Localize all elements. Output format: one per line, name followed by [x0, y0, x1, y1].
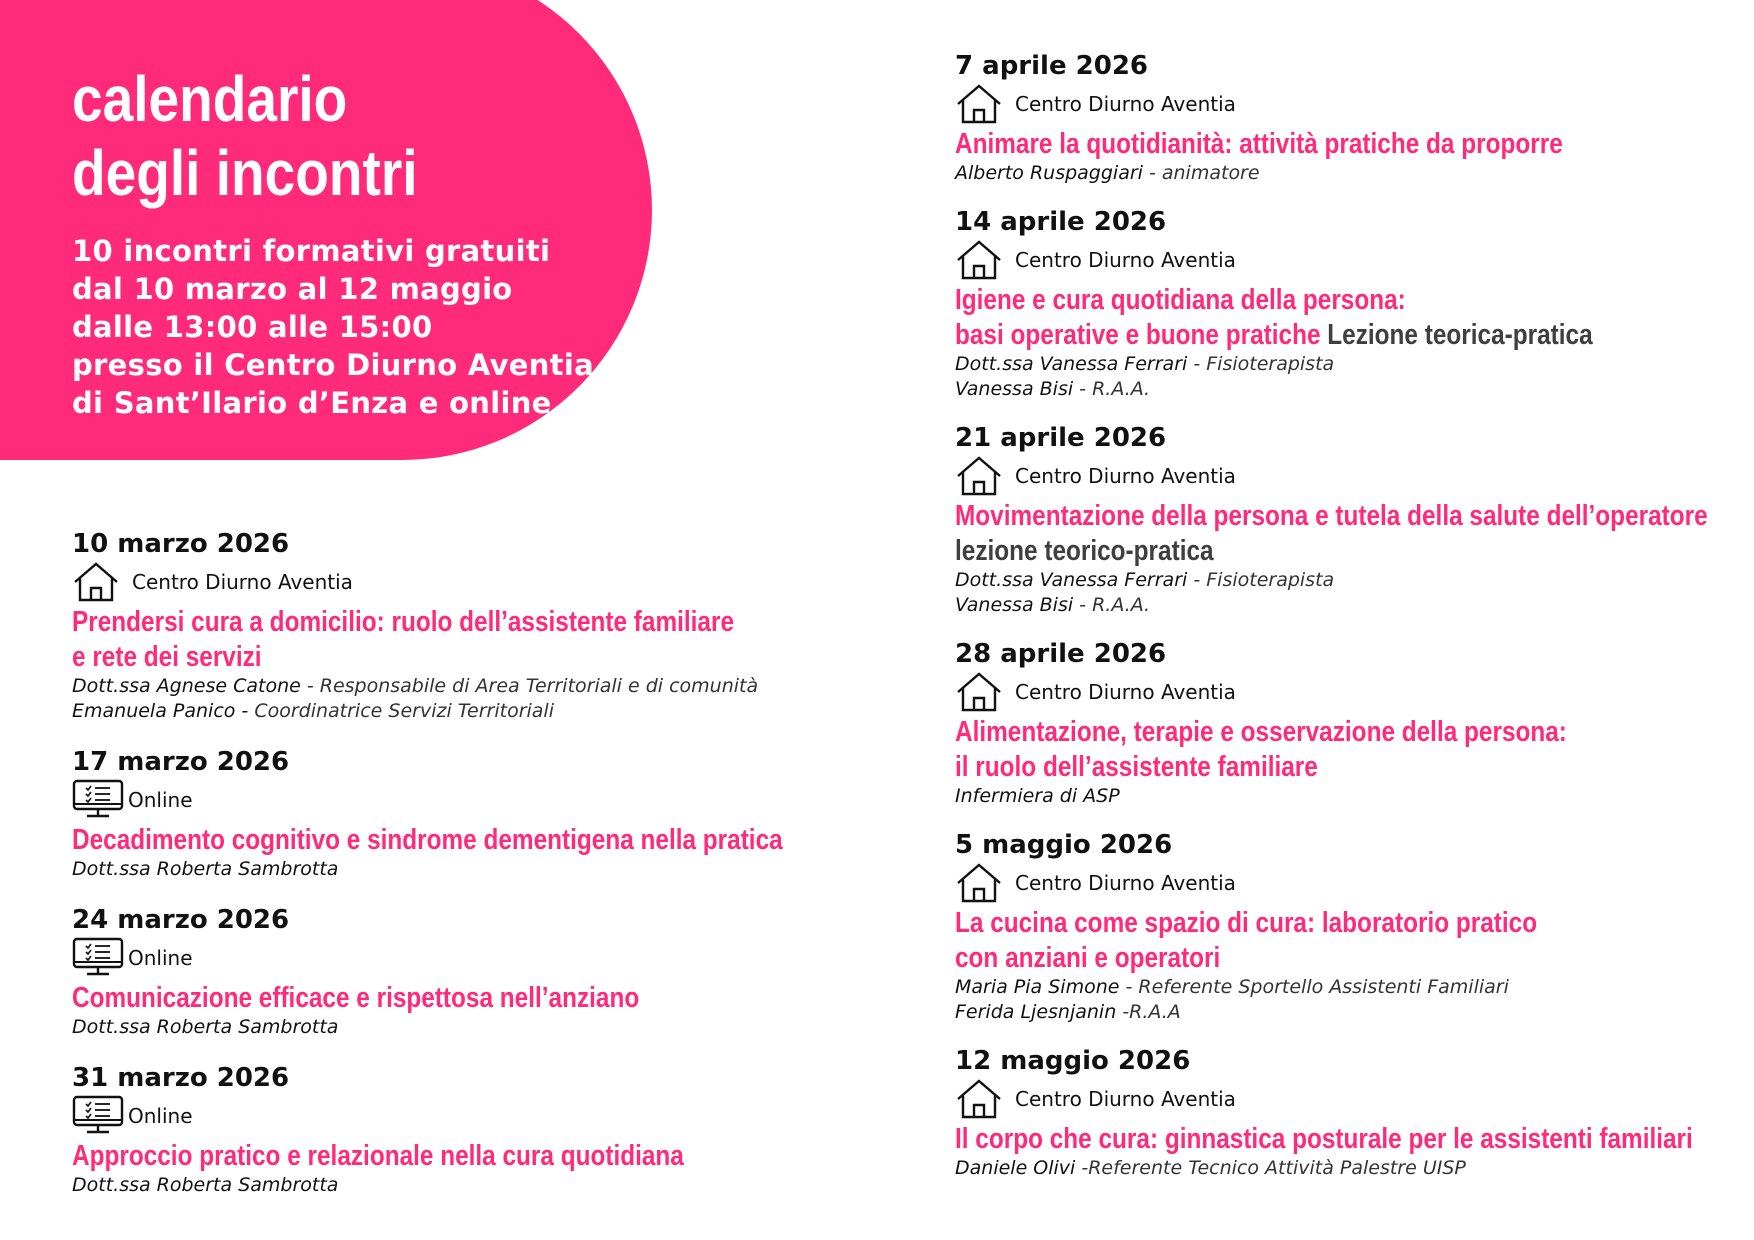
speaker-name: Dott.ssa Roberta Sambrotta [72, 1174, 339, 1196]
speaker-name: Vanessa Bisi [955, 378, 1074, 400]
event-speaker [955, 161, 1745, 186]
speaker-name: Dott.ssa Agnese Catone [72, 675, 301, 697]
house-icon [955, 239, 1003, 281]
event-speaker [72, 674, 792, 699]
event-speaker [955, 1156, 1745, 1181]
event-venue [955, 1077, 1745, 1121]
speaker-role: -Referente Tecnico Attività Palestre UISP [1075, 1157, 1466, 1179]
event-item [72, 1062, 792, 1198]
speaker-name: Alberto Ruspaggiari [955, 162, 1143, 184]
event-venue-label: Centro Diurno Aventia [1015, 1087, 1236, 1111]
header-subtitle [72, 232, 594, 422]
event-venue-label: Online [128, 1104, 193, 1128]
speaker-name: Infermiera di ASP [955, 785, 1120, 807]
event-venue [955, 454, 1745, 498]
event-item [72, 746, 792, 882]
speaker-name: Maria Pia Simone [955, 976, 1120, 998]
speaker-role: - Responsabile di Area Territoriali e di comunità [300, 675, 759, 697]
event-venue-label: Centro Diurno Aventia [1015, 680, 1236, 704]
speaker-name: Dott.ssa Vanessa Ferrari [955, 353, 1188, 375]
event-title-text: Igiene e cura quotidiana della persona: [955, 284, 1406, 316]
event-speaker [955, 784, 1745, 809]
event-date: 17 marzo 2026 [72, 747, 290, 777]
event-venue-label: Centro Diurno Aventia [1015, 92, 1236, 116]
speaker-role: - R.A.A. [1073, 594, 1151, 616]
event-item [72, 528, 792, 724]
event-title-line [72, 606, 735, 639]
event-title-text: Prendersi cura a domicilio: ruolo dell’assistente familiare [72, 606, 735, 638]
event-venue [955, 82, 1745, 126]
subtitle-line: 10 incontri formativi gratuiti [72, 234, 551, 268]
event-format-label: Lezione teorica-pratica [1327, 319, 1593, 351]
right-event-column [955, 50, 1745, 1181]
event-title-line [955, 128, 1619, 161]
event-title-text: con anziani e operatori [955, 942, 1221, 974]
event-venue [72, 1094, 792, 1138]
event-venue-label: Centro Diurno Aventia [1015, 248, 1236, 272]
event-title-text: Comunicazione efficace e rispettosa nell’anziano [72, 982, 640, 1014]
event-venue [72, 560, 792, 604]
event-title-text: Animare la quotidianità: attività pratiche da proporre [955, 128, 1563, 160]
speaker-name: Emanuela Panico - [72, 700, 249, 722]
monitor-icon [72, 1095, 124, 1137]
speaker-role: - Referente Sportello Assistenti Familiari [1119, 976, 1509, 998]
event-item [955, 50, 1745, 186]
speaker-name: Dott.ssa Roberta Sambrotta [72, 1016, 339, 1038]
house-icon [955, 1078, 1003, 1120]
subtitle-line: dal 10 marzo al 12 maggio [72, 272, 513, 306]
event-venue-label: Centro Diurno Aventia [1015, 871, 1236, 895]
event-date: 10 marzo 2026 [72, 529, 290, 559]
page-title [72, 62, 418, 210]
event-speaker [955, 1000, 1745, 1025]
event-title-line [955, 942, 1619, 975]
house-icon [955, 455, 1003, 497]
event-title-line [72, 641, 677, 674]
event-title-line [72, 1140, 684, 1173]
event-speaker [72, 857, 792, 882]
event-speaker [955, 975, 1745, 1000]
speaker-name: Daniele Olivi [955, 1157, 1076, 1179]
event-title-line [955, 319, 1619, 352]
event-title-text: il ruolo dell’assistente familiare [955, 751, 1318, 783]
speaker-role: -R.A.A [1116, 1001, 1181, 1023]
event-title-text: Approccio pratico e relazionale nella cura quotidiana [72, 1140, 684, 1172]
event-venue [955, 238, 1745, 282]
event-title-text: Decadimento cognitivo e sindrome dementigena nella pratica [72, 824, 783, 856]
event-date: 14 aprile 2026 [955, 207, 1167, 237]
event-title-line [72, 824, 783, 857]
event-date: 5 maggio 2026 [955, 830, 1173, 860]
event-item [955, 829, 1745, 1025]
house-icon [72, 561, 120, 603]
event-item [955, 638, 1745, 809]
event-title-line [72, 982, 677, 1015]
event-title-text: e rete dei servizi [72, 641, 262, 673]
speaker-name: Vanessa Bisi [955, 594, 1074, 616]
subtitle-line: di Sant’Ilario d’Enza e online [72, 386, 552, 420]
event-item [72, 904, 792, 1040]
event-item [955, 1045, 1745, 1181]
monitor-icon [72, 779, 124, 821]
event-title-text: Movimentazione della persona e tutela della salute dell’operatore [955, 500, 1708, 532]
event-title-text: basi operative e buone pratiche [955, 319, 1321, 351]
event-venue [955, 861, 1745, 905]
monitor-icon [72, 937, 124, 979]
speaker-role: - animatore [1142, 162, 1260, 184]
subtitle-line: dalle 13:00 alle 15:00 [72, 310, 433, 344]
speaker-role: - Fisioterapista [1187, 569, 1335, 591]
event-date: 31 marzo 2026 [72, 1063, 290, 1093]
speaker-role: - R.A.A. [1073, 378, 1151, 400]
event-speaker [72, 1173, 792, 1198]
event-item [955, 206, 1745, 402]
event-title-text: Alimentazione, terapie e osservazione della persona: [955, 716, 1567, 748]
speaker-name: Dott.ssa Vanessa Ferrari [955, 569, 1188, 591]
event-speaker [955, 377, 1745, 402]
page-title-line-2: degli incontri [72, 137, 418, 209]
event-speaker [72, 699, 792, 724]
speaker-name: Ferida Ljesnjanin [955, 1001, 1117, 1023]
event-venue [955, 670, 1745, 714]
event-title-line [955, 907, 1619, 940]
event-venue [72, 936, 792, 980]
page-title-line-1: calendario [72, 63, 348, 135]
house-icon [955, 83, 1003, 125]
left-event-column [72, 528, 792, 1198]
speaker-role: - Fisioterapista [1187, 353, 1335, 375]
subtitle-line: presso il Centro Diurno Aventia [72, 348, 594, 382]
event-title-line [955, 1123, 1693, 1156]
event-format-label: lezione teorico-pratica [955, 535, 1214, 567]
event-title-line [955, 716, 1619, 749]
event-venue-label: Centro Diurno Aventia [132, 570, 353, 594]
event-date: 12 maggio 2026 [955, 1046, 1191, 1076]
event-date: 21 aprile 2026 [955, 423, 1167, 453]
event-title-line [955, 535, 1619, 568]
house-icon [955, 671, 1003, 713]
event-title-line [955, 284, 1619, 317]
event-speaker [955, 568, 1745, 593]
event-title-text: La cucina come spazio di cura: laboratorio pratico [955, 907, 1538, 939]
event-title-line [955, 500, 1708, 533]
speaker-role: Coordinatrice Servizi Territoriali [248, 700, 554, 722]
event-date: 7 aprile 2026 [955, 51, 1148, 81]
event-speaker [955, 352, 1745, 377]
event-speaker [72, 1015, 792, 1040]
event-venue-label: Online [128, 946, 193, 970]
event-venue-label: Online [128, 788, 193, 812]
speaker-name: Dott.ssa Roberta Sambrotta [72, 858, 339, 880]
event-date: 24 marzo 2026 [72, 905, 290, 935]
event-venue [72, 778, 792, 822]
event-item [955, 422, 1745, 618]
event-date: 28 aprile 2026 [955, 639, 1167, 669]
event-title-text: Il corpo che cura: ginnastica posturale per le assistenti familiari [955, 1123, 1693, 1155]
event-speaker [955, 593, 1745, 618]
event-venue-label: Centro Diurno Aventia [1015, 464, 1236, 488]
house-icon [955, 862, 1003, 904]
event-title-line [955, 751, 1619, 784]
